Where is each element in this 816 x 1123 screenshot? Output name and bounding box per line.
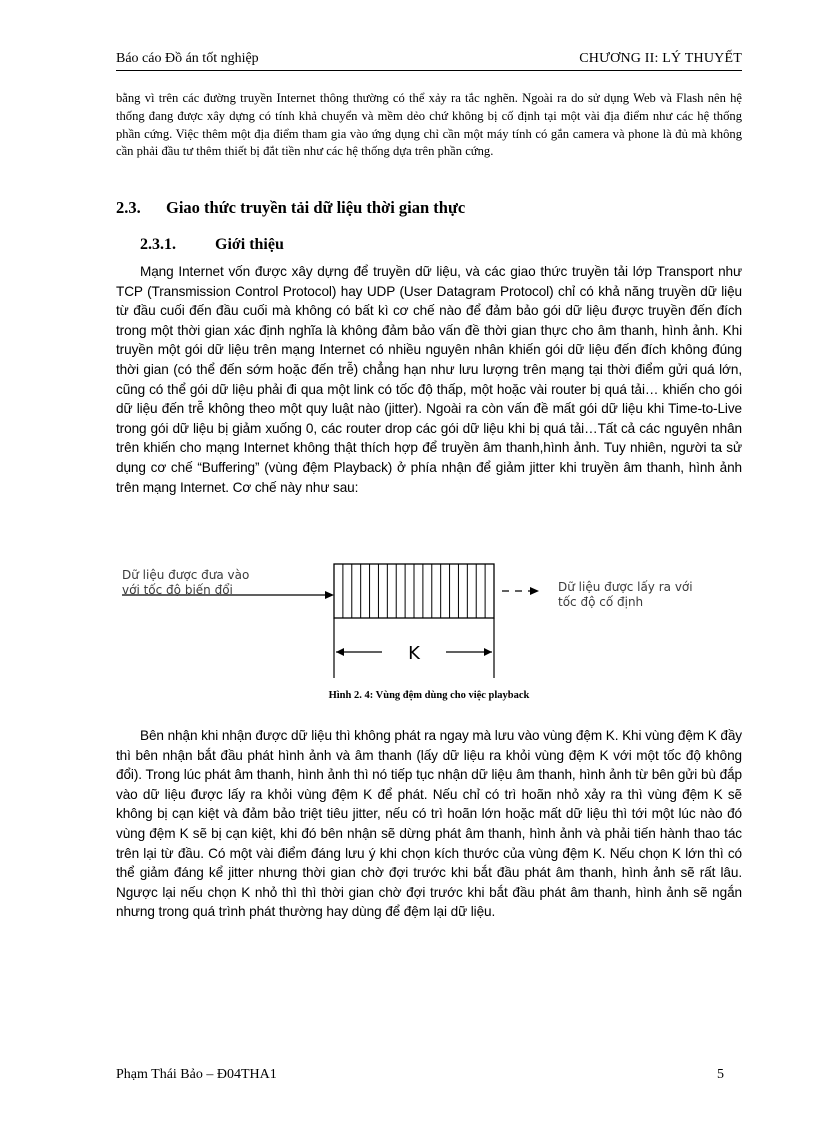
output-label-line1: Dữ liệu được lấy ra với <box>558 580 693 594</box>
header-chapter-title: CHƯƠNG II: LÝ THUYẾT <box>579 51 742 66</box>
subsection-heading <box>140 236 284 254</box>
paragraph-text: Bên nhận khi nhận được dữ liệu thì không phát ra ngay mà lưu vào vùng đệm K. Khi vùng đệm K đầy thì bên nhận bắt đầu phát hình ảnh và âm thanh (lấy dữ liệu ra khỏi vùng đệm K với một tốc độ không đổi). Trong lúc phát âm thanh, hình ảnh thì nó tiếp tục nhận dữ liệu âm thanh, hình ảnh từ bên gửi bù đắp vào dữ liệu được lấy ra khỏi vùng đệm K để phát. Nếu chỉ có trì hoãn nhỏ xảy ra thì vùng đệm K sẽ không bị cạn kiệt và đảm bảo triệt tiêu jitter, nếu có trì hoãn lớn hoặc mất dữ liệu thì tới một lúc nào đó vùng đệm K sẽ bị cạn kiệt, khi đó bên nhận sẽ dừng phát âm thanh, hình ảnh và phải tiến hành thao tác trên lại từ đầu. Có một vài điểm đáng lưu ý khi chọn kích thước của vùng đệm K. Nếu chọn K lớn thì có thể giảm đáng kể jitter nhưng thời gian chờ đợi trước khi bắt đầu phát âm thanh, hình ảnh sẽ rất lâu. Ngược lại nếu chọn K nhỏ thì thì thời gian chờ đợi trước khi bắt đầu phát âm thanh, hình ảnh sẽ ngắn nhưng trong quá trình phát thường hay dùng để đệm lại dữ liệu. <box>116 728 742 920</box>
subsection-title: Giới thiệu <box>215 236 284 253</box>
page-number: 5 <box>717 1067 724 1082</box>
figure-caption: Hình 2. 4: Vùng đệm dùng cho việc playback <box>328 690 530 701</box>
intro-paragraph: bằng vì trên các đường truyền Internet thông thường có thể xảy ra tắc nghẽn. Ngoài ra do sử dụng Web và Flash nên hệ thống đang được xây dựng có tính khả chuyển và mềm dẻo chứ không bị cố định tại một vài địa điểm như các hệ thống phần cứng. Việc thêm một địa điểm tham gia vào ứng dụng chỉ cần một máy tính có gắn camera và phone là đủ mà không cần phải đầu tư thêm thiết bị đắt tiền như các hệ thống dựa trên phần cứng. <box>116 91 742 159</box>
page-footer <box>116 1067 742 1083</box>
section-title: Giao thức truyền tải dữ liệu thời gian thực <box>166 198 466 217</box>
k-label: K <box>408 643 420 664</box>
input-label-line1: Dữ liệu được đưa vào <box>122 568 250 582</box>
body-paragraph-1 <box>116 262 742 497</box>
buffer-figure <box>118 540 768 685</box>
output-label <box>558 580 693 610</box>
body-paragraph-2 <box>116 726 742 922</box>
buffer-diagram <box>118 540 768 685</box>
footer-author: Phạm Thái Bảo – Đ04THA1 <box>116 1067 277 1082</box>
input-label-line2: với tốc độ biến đổi <box>122 583 233 597</box>
page-header <box>116 48 742 71</box>
header-report-title: Báo cáo Đồ án tốt nghiệp <box>116 51 259 66</box>
paragraph-text: Mạng Internet vốn được xây dựng để truyền dữ liệu, và các giao thức truyền tải lớp Transport như TCP (Transmission Control Protocol) hay UDP (User Datagram Protocol) chỉ có khả năng truyền dữ liệu từ đầu cuối đến đầu cuối mà không có bất kì cơ chế nào để đảm bảo gói dữ liệu được truyền đến đích trong một thời gian xác định nghĩa là không đảm bảo vấn đề thời gian thực cho âm thanh, hình ảnh. Khi truyền một gói dữ liệu trên mạng Internet có nhiều nguyên nhân khiến gói dữ liệu đến đích không đúng thời gian (có thể đến sớm hoặc đến trễ) chẳng hạn như lưu lượng trên mạng tại thời điểm gửi quá lớn, cũng có thể gói dữ liệu phải đi qua một link có tốc độ thấp, một hoặc vài router bị quá tải… khiến cho gói dữ liệu đến trễ không theo một quy luật nào (jitter). Ngoài ra còn vấn đề mất gói dữ liệu khi Time-to-Live trong gói dữ liệu bị giảm xuống 0, các router drop các gói dữ liệu khi bị quá tải…Tất cả các nguyên nhân trên khiến cho mạng Internet không thật thích hợp để truyền âm thanh,hình ảnh. Tuy nhiên, người ta sử dụng cơ chế “Buffering” (vùng đệm Playback) ở phía nhận để giảm jitter khi truyền âm thanh, hình ảnh trên mạng Internet. Cơ chế này như sau: <box>116 264 742 495</box>
input-label <box>122 568 249 598</box>
section-heading <box>116 198 465 218</box>
subsection-number: 2.3.1. <box>140 236 176 253</box>
section-number: 2.3. <box>116 198 141 217</box>
output-label-line2: tốc độ cố định <box>558 595 644 609</box>
